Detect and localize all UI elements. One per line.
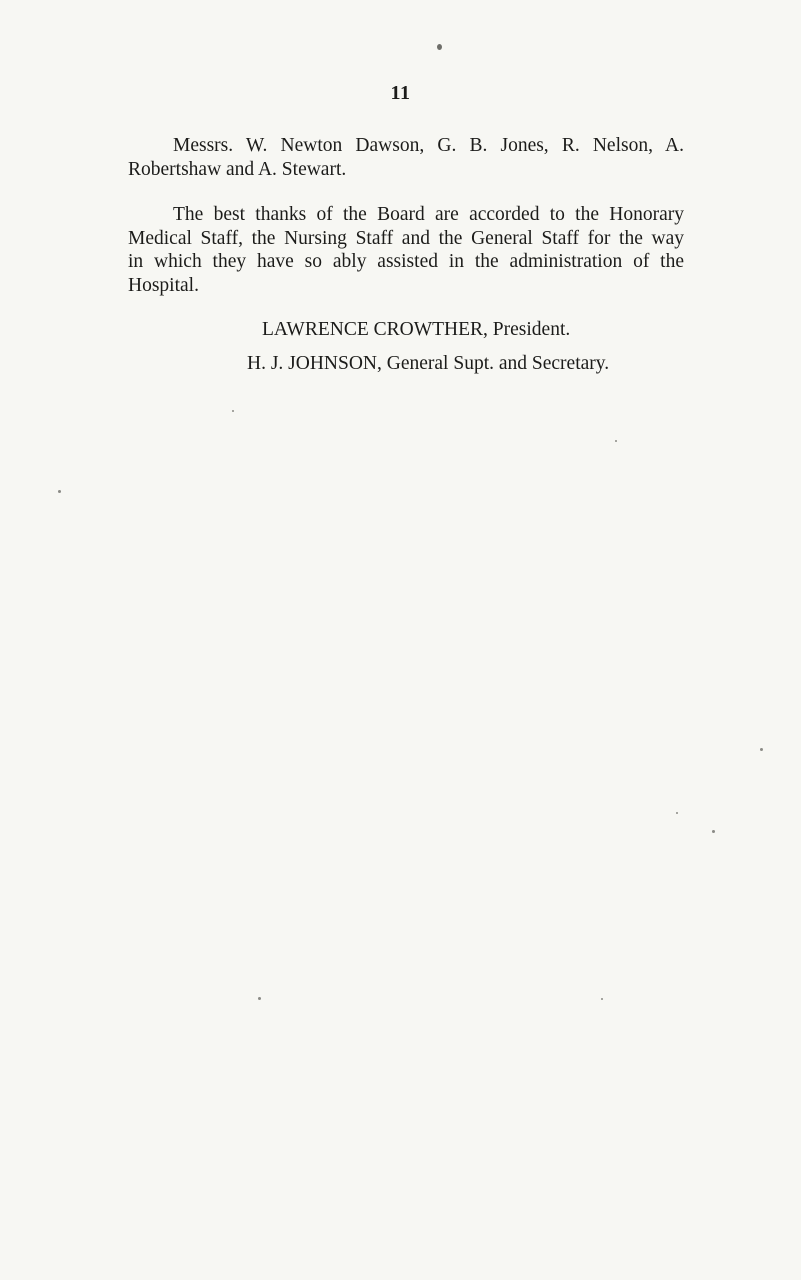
paper-speck xyxy=(601,998,603,1000)
paragraph-2-line-1: The best thanks of the Board are accorded to the Honorary xyxy=(173,204,684,225)
paragraph-2-line-2: Medical Staff, the Nursing Staff and the General Staff for the way xyxy=(128,227,684,249)
signature-secretary: H. J. JOHNSON, General Supt. and Secretary. xyxy=(247,353,610,374)
paragraph-committee-members xyxy=(128,134,684,181)
paper-speck xyxy=(676,812,678,814)
paragraph-2-line-3: in which they have so ably assisted in the administration of the xyxy=(128,251,684,272)
signature-president: LAWRENCE CROWTHER, President. xyxy=(262,319,571,340)
paper-speck xyxy=(760,748,763,751)
paragraph-1-line-1: Messrs. W. Newton Dawson, G. B. Jones, R. Nelson, A. xyxy=(173,135,684,156)
paper-speck xyxy=(437,44,442,50)
paragraph-2-line-4: Hospital. xyxy=(128,274,199,296)
paper-speck xyxy=(58,490,61,493)
page-number: 11 xyxy=(390,82,411,104)
paper-speck xyxy=(712,830,715,833)
paper-speck xyxy=(258,997,261,1000)
paragraph-1-line-2: Robertshaw and A. Stewart. xyxy=(128,158,347,180)
paragraph-thanks xyxy=(128,203,684,297)
paper-speck xyxy=(232,410,234,412)
paper-speck xyxy=(615,440,617,442)
